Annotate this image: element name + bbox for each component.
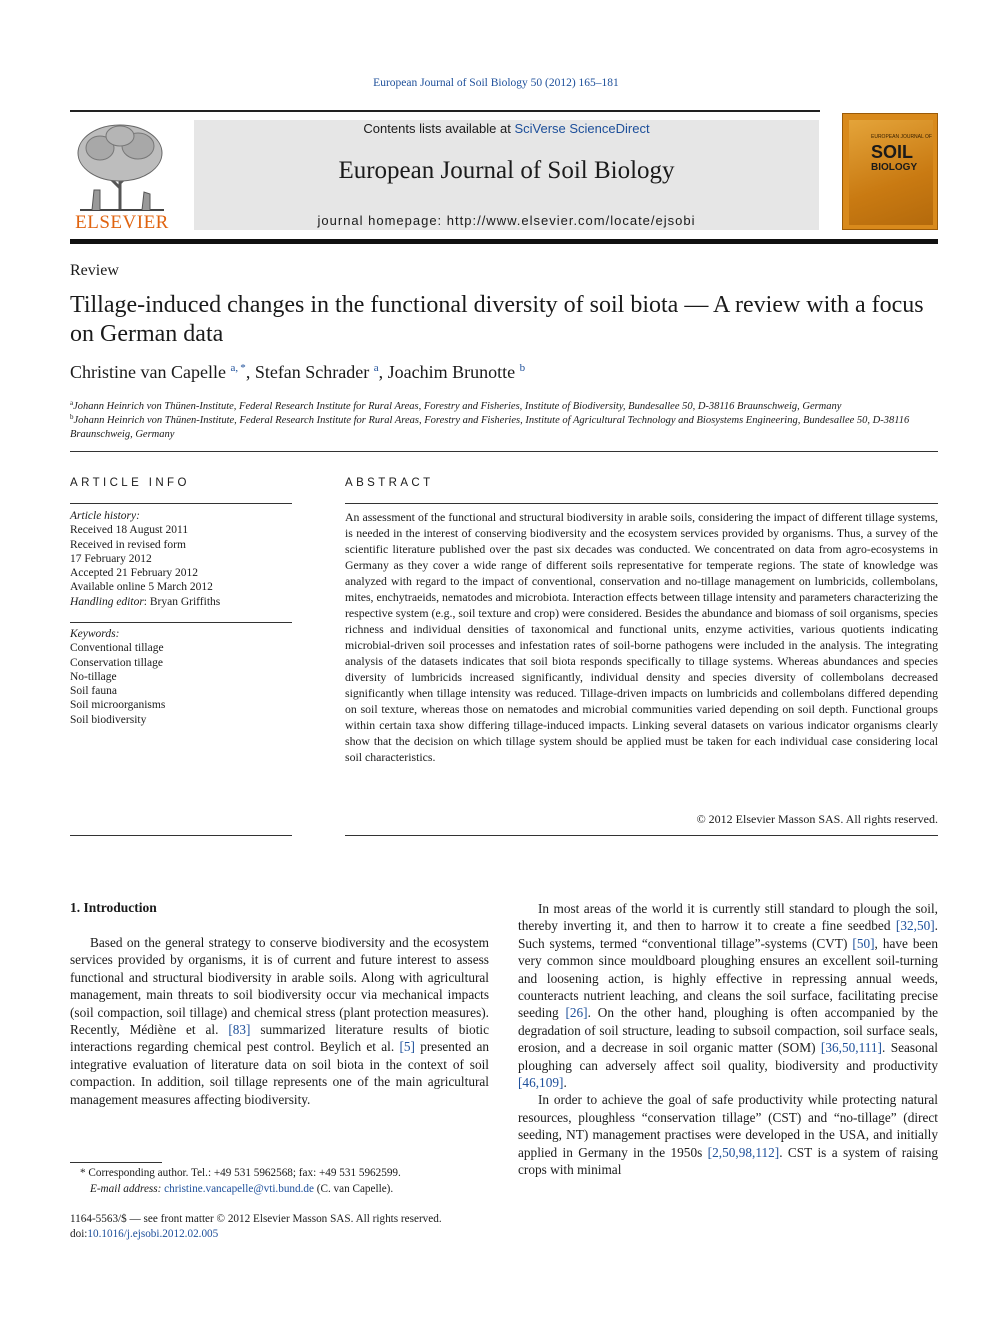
citation-link[interactable]: [32,50] [895,918,935,934]
intro-paragraph-1 [70,934,489,1108]
article-type: Review [70,262,119,279]
article-info-rule [70,503,292,504]
keywords-label: Keywords: [70,628,120,640]
doi-link[interactable]: 10.1016/j.ejsobi.2012.02.005 [87,1228,219,1240]
journal-homepage[interactable]: journal homepage: http://www.elsevier.com/locate/ejsobi [317,213,696,228]
intro-paragraph-3 [518,1091,938,1178]
keyword-item: Conservation tillage [70,656,163,669]
affiliation-mark: b [70,413,74,421]
paragraph-text: Based on the general strategy to conserve biodiversity and the ecosystem services provided by organisms, it is of current and future interest to assess functional and structural biodiversity in arable soils. Along with agricultural management, main threats to soil biodiversity occur via mechanical impacts (soil compaction, soil tillage) and chemical stress (plant protection measures). Recently, Médiène et al. [70,935,489,1038]
history-line: Received in revised form [70,538,186,551]
author-name[interactable]: Stefan Schrader [254,362,370,382]
email-link[interactable]: christine.vancapelle@vti.bund.de [164,1183,314,1195]
right-column [518,900,938,1179]
history-label: Article history: [70,510,140,522]
elsevier-logo[interactable] [70,118,174,234]
email-label: E-mail address: [90,1183,162,1195]
article-title: Tillage-induced changes in the functional diversity of soil biota — A review with a focus on German data [70,292,924,347]
cover-caption: EUROPEAN JOURNAL OF [871,134,932,140]
paragraph-text: presented an integrative evaluation of literature data on soil biota in the context of soil compaction. In addition, soil tillage represents one of the main agricultural management measures affecting biodiversity. [70,1039,489,1107]
intro-paragraph-2 [518,900,938,1091]
affiliation-b [70,410,940,442]
abstract-heading: ABSTRACT [345,477,434,489]
abstract-copyright: © 2012 Elsevier Masson SAS. All rights reserved. [696,812,938,826]
article-info-heading: ARTICLE INFO [70,477,190,489]
keyword-item: Soil biodiversity [70,713,147,726]
citation-link[interactable]: [2,50,98,112] [707,1144,780,1160]
cover-title-soil: SOIL [871,142,914,162]
history-line: 17 February 2012 [70,552,152,565]
author-name[interactable]: Joachim Brunotte [387,362,516,382]
header-rule [70,110,820,112]
introduction-heading: 1. Introduction [70,900,157,915]
editor-name: : Bryan Griffiths [143,595,221,608]
abstract-bottom-rule [345,835,938,836]
keyword-item: No-tillage [70,670,117,683]
section-divider [70,451,938,452]
paragraph-text: . Seasonal ploughing can adversely affect soil quality, biodiversity and productivity [518,1040,938,1073]
citation-link[interactable]: [36,50,111] [820,1040,882,1056]
handling-editor [70,595,292,609]
info-bottom-rule [70,835,292,836]
journal-reference-link[interactable]: European Journal of Soil Biology 50 (2012) 165–181 [373,77,619,89]
citation-link[interactable]: [50] [852,935,875,951]
author-affiliation-mark[interactable]: b [519,362,526,374]
keyword-item: Soil microorganisms [70,699,166,712]
citation-link[interactable]: [83] [228,1022,251,1038]
doi-label: doi: [70,1228,88,1240]
abstract-body: An assessment of the functional and structural biodiversity in arable soils, considering the impact of different tillage systems, is needed in the interest of conserving biodiversity and the ecosystem services provided by organisms. Thus, a survey of the scientific literature published over the past six decades was conducted. We concentrated on data from agro-ecosystems in Germany as they cover a wide range of different soils representative for temperate regions. The state of knowledge was analyzed with regard to the impact of conventional, conservation and no-tillage management on lumbricids, collembolans, mites, enchytraeids, nematodes and microbiota. Interaction effects between tillage intensity and parameters characterizing the respective system (e.g., soil texture and crop) were considered. Besides the abundance and biomass of soil organisms, species richness and individual densities of taxonomical and functional units, enzyme activities, various quotients indicating microbial-driven soil processes and infestation rates of soil-borne pathogens were included in the analysis. The integrating analysis of the datasets indicates that soil biota responds specifically to tillage systems. Whereas abundances and species diversity of lumbricids increased significantly, individual density and species diversity of collembolans decreased significantly when tillage intensity was reduced. Tillage-driven impacts on lumbricids and collembolans differed depending on soil texture, whereas those on nematodes and microbial communities varied depending on soil depth. Functional groups within certain taxa show differing tillage-induced impacts. Linking several datasets on various indicator organisms clearly show that the decision on which tillage system should be applied must be taken for each individual case considering local soil characteristics. [345,510,938,764]
author-name[interactable]: Christine van Capelle [70,362,226,382]
email-suffix: (C. van Capelle). [313,1183,394,1195]
author-affiliation-mark[interactable]: a [373,362,379,374]
elsevier-wordmark: ELSEVIER [75,212,169,233]
cover-artwork [849,120,933,225]
affiliation-text: Johann Heinrich von Thünen-Institute, Federal Research Institute for Rural Areas, Forestry and Fisheries, Institute of Biodiversity, Bundesallee 50, D-38116 Braunschweig, Germany [73,401,842,412]
history-line: Received 18 August 2011 [70,524,189,537]
paragraph-text: . [563,1075,567,1091]
issn-line: 1164-5563/$ — see front matter © 2012 Elsevier Masson SAS. All rights reserved. [70,1213,442,1225]
paragraph-text: , have been very common since mouldboard ploughing ensures an excellent soil-turning and loosening action, is highly effective in repressing annual weeds, counteracts nutrient leaching, and cleans the soil surface, facilitating precise seeding [518,935,938,1021]
abstract-rule [345,503,938,504]
keywords-rule [70,622,292,623]
footnote-rule [70,1162,162,1163]
author-list: Christine van Capelle $^{a, *}$, Stefan Schrader $^a$, Joachim Brunotte $^b$ [70,362,526,382]
article-history [70,509,292,609]
paragraph-text: . On the other hand, ploughing is often accompanied by the degradation of soil structure, leading to subsoil compaction, soil surface seals, erosion, and a decrease in soil organic matter (SOM) [518,1005,938,1056]
elsevier-tree-icon [70,118,174,214]
sciencedirect-link[interactable]: SciVerse ScienceDirect [514,121,650,136]
author-affiliation-mark[interactable]: a, * [230,362,246,374]
editor-label: Handling editor [70,595,144,608]
history-line: Available online 5 March 2012 [70,581,213,594]
citation-link[interactable]: [26] [565,1005,588,1021]
footnote-contact: Corresponding author. Tel.: +49 531 5962568; fax: +49 531 5962599. [85,1167,401,1179]
paragraph-text: In order to achieve the goal of safe productivity while protecting natural resources, ploughless “conservation tillage” (CST) and “no-tillage” (direct seeding, NT) management practises were developed in the USA, and initially applied in Germany in the 1950s [518,1092,938,1160]
affiliation-text: Johann Heinrich von Thünen-Institute, Federal Research Institute for Rural Areas, Forestry and Fisheries, Institute of Agricultural Technology and Biosystems Engineering, Bundesallee 50, D-38116 Braunschweig, Germany [70,415,910,440]
keyword-item: Soil fauna [70,685,117,698]
keyword-item: Conventional tillage [70,642,164,655]
paragraph-text: In most areas of the world it is currently still standard to plough the soil, thereby inverting it, and then to harrow it to create a fine seedbed [518,901,938,934]
history-line: Accepted 21 February 2012 [70,567,199,580]
citation-link[interactable]: [46,109] [518,1075,564,1091]
corresponding-author-footnote [70,1165,489,1197]
paragraph-text: . Such systems, termed “conventional tillage”-systems (CVT) [518,918,938,951]
footnote-star: * [80,1167,86,1179]
journal-cover-image[interactable] [842,113,938,230]
keywords-list [70,627,292,727]
affiliation-mark: a [70,399,74,407]
contents-availability [194,121,819,136]
doi-line [70,1227,489,1242]
paragraph-text: . CST is a system of raising crops with minimal [518,1144,938,1178]
cover-title-biology: BIOLOGY [871,162,918,173]
contents-prefix: Contents lists available at [363,121,515,136]
header-thick-rule [70,239,938,244]
paragraph-text: summarized literature results of biotic interactions regarding chemical pest control. Beylich et al. [70,1022,489,1055]
front-matter [70,1212,489,1242]
citation-link[interactable]: [5] [399,1039,415,1055]
journal-title[interactable]: European Journal of Soil Biology [338,157,675,184]
